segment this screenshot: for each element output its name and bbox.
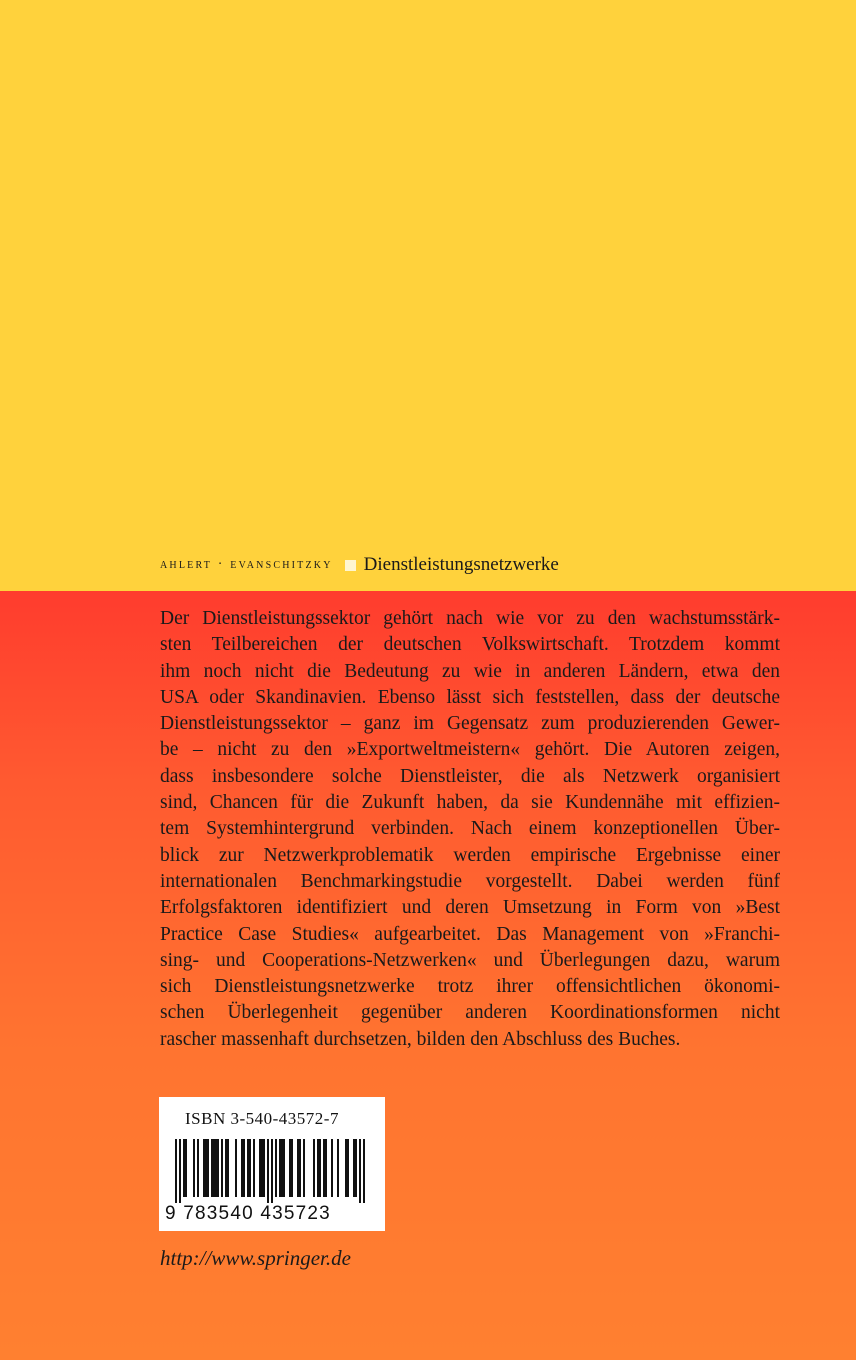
barcode-bar <box>347 1139 349 1197</box>
barcode-bar <box>359 1139 361 1203</box>
blurb-line: sich Dienstleistungsnetzwerke trotz ihrer offensichtlichen ökonomi- <box>160 976 780 998</box>
blurb-line: tem Systemhintergrund verbinden. Nach einem konzeptionellen Über- <box>160 818 780 840</box>
barcode-bar <box>197 1139 199 1197</box>
square-separator-icon <box>345 560 356 571</box>
barcode-icon <box>171 1139 373 1203</box>
barcode-bar <box>271 1139 273 1203</box>
barcode-bar <box>203 1139 205 1197</box>
isbn-label: ISBN 3-540-43572-7 <box>185 1109 339 1128</box>
barcode-bar <box>227 1139 229 1197</box>
barcode-bar <box>253 1139 255 1197</box>
blurb-line: ihm noch nicht die Bedeutung zu wie in anderen Ländern, etwa den <box>160 660 780 682</box>
blurb-line: sten Teilbereichen der deutschen Volkswirtschaft. Trotzdem kommt <box>160 634 780 656</box>
barcode-bar <box>317 1139 319 1197</box>
authors: ahlert · evanschitzky <box>160 557 333 572</box>
book-title: Dienstleistungsnetzwerke <box>363 554 559 575</box>
barcode-bar <box>249 1139 251 1197</box>
blurb-line: schen Überlegenheit gegenüber anderen Koordinationsformen nicht <box>160 1002 780 1024</box>
isbn-barcode-box <box>159 1097 385 1231</box>
blurb-line: Practice Case Studies« aufgearbeitet. Das Management von »Franchi- <box>160 923 780 945</box>
barcode-bar <box>283 1139 285 1197</box>
barcode-bar <box>193 1139 195 1197</box>
barcode-bar <box>243 1139 245 1197</box>
blurb-line: rascher massenhaft durchsetzen, bilden den Abschluss des Buches. <box>160 1028 681 1050</box>
barcode-bar <box>289 1139 291 1197</box>
barcode-bar <box>325 1139 327 1197</box>
barcode-number: 9 783540 435723 <box>165 1203 331 1224</box>
barcode-bar <box>281 1139 283 1197</box>
barcode-bar <box>175 1139 177 1203</box>
barcode-bar <box>353 1139 355 1197</box>
barcode-bar <box>279 1139 281 1197</box>
barcode-bar <box>215 1139 217 1197</box>
barcode-bar <box>263 1139 265 1197</box>
blurb-line: sind, Chancen für die Zukunft haben, da sie Kundennähe mit effizien- <box>160 792 780 814</box>
barcode-bar <box>261 1139 263 1197</box>
cover-header <box>160 553 559 577</box>
barcode-bar <box>291 1139 293 1197</box>
barcode-bar <box>319 1139 321 1197</box>
barcode-bar <box>299 1139 301 1197</box>
barcode-bar <box>345 1139 347 1197</box>
barcode-bar <box>207 1139 209 1197</box>
barcode-bar <box>313 1139 315 1197</box>
barcode-bar <box>355 1139 357 1197</box>
barcode-bar <box>275 1139 277 1197</box>
blurb-line: be – nicht zu den »Exportweltmeistern« gehört. Die Autoren zeigen, <box>160 739 780 761</box>
barcode-bar <box>217 1139 219 1197</box>
publisher-url[interactable]: http://www.springer.de <box>160 1246 351 1270</box>
blurb-line: Der Dienstleistungssektor gehört nach wie vor zu den wachstumsstärk- <box>160 608 780 629</box>
barcode-bar <box>303 1139 305 1197</box>
barcode-bar <box>179 1139 181 1203</box>
blurb-line: blick zur Netzwerkproblematik werden empirische Ergebnisse einer <box>160 844 780 866</box>
barcode-bar <box>225 1139 227 1197</box>
blurb-line: dass insbesondere solche Dienstleister, die als Netzwerk organisiert <box>160 765 780 787</box>
barcode-bar <box>211 1139 213 1197</box>
barcode-bar <box>363 1139 365 1203</box>
blurb-line: Dienstleistungssektor – ganz im Gegensatz zum produzierenden Gewer- <box>160 713 780 735</box>
barcode-bar <box>323 1139 325 1197</box>
barcode-bar <box>337 1139 339 1197</box>
barcode-bar <box>235 1139 237 1197</box>
barcode-bar <box>183 1139 185 1197</box>
blurb-line: internationalen Benchmarkingstudie vorgestellt. Dabei werden fünf <box>160 870 780 892</box>
barcode-bar <box>213 1139 215 1197</box>
barcode-bar <box>259 1139 261 1197</box>
barcode-bar <box>247 1139 249 1197</box>
blurb-line: USA oder Skandinavien. Ebenso lässt sich feststellen, dass der deutsche <box>160 686 780 708</box>
barcode-bar <box>185 1139 187 1197</box>
barcode-bar <box>241 1139 243 1197</box>
barcode-bar <box>331 1139 333 1197</box>
blurb-line: Erfolgsfaktoren identifiziert und deren Umsetzung in Form von »Best <box>160 897 780 919</box>
barcode-bar <box>205 1139 207 1197</box>
cover-top-panel <box>0 0 856 591</box>
barcode-bar <box>267 1139 269 1203</box>
blurb-line: sing- und Cooperations-Netzwerken« und Überlegungen dazu, warum <box>160 949 780 971</box>
barcode-bar <box>221 1139 223 1197</box>
blurb-text <box>160 606 780 1053</box>
barcode-bar <box>297 1139 299 1197</box>
